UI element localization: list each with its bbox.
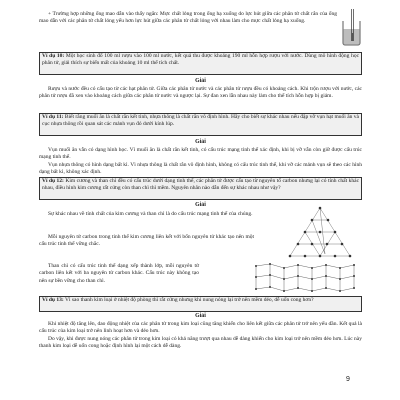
example-13-label: Ví dụ 13: (42, 297, 64, 303)
example-11-question: Biết rằng muối ăn là chất rắn kết tinh, nhựa thông là chất rắn vô định hình. Hãy cho biết sự khác nhau nếu đập vỡ vụn hạt muối ăn và cục nhựa thông rồi quan sát các mảnh vụn đó dưới kính lúp. (42, 114, 359, 128)
example-13-box (39, 296, 362, 312)
example-11-answer (39, 147, 362, 176)
example-11-box (39, 113, 362, 136)
example-11-label: Ví dụ 11: (42, 114, 64, 120)
example-12-answer-text-2: Mỗi nguyên tử carbon trong tinh thể kim cương liên kết với bốn nguyên tử khác tạo nên một cấu trúc tinh thể vững chắc. (39, 234, 254, 248)
example-10-answer (39, 86, 362, 101)
example-12-box (39, 177, 362, 200)
graphite-lattice-figure (250, 262, 358, 294)
example-12-question: Kim cương và than chì đều có cấu trúc dưới dạng tinh thể, các phân tử được cấu tạo từ nguyên tố carbon nhưng lại có tính chất khác nhau, điều hình kim cương rất cứng còn than chì thì mềm. Nguyên nhân nào dẫn đến sự khác nhau như vậy? (42, 178, 360, 192)
example-11-answer-title: Giải (195, 139, 206, 145)
example-12-answer-text-1: Sự khác nhau về tính chất của kim cương và than chì là do cấu trúc mạng tinh thể của chúng. (48, 211, 253, 217)
example-12-answer-1 (39, 211, 254, 218)
intro-paragraph (39, 11, 337, 26)
example-12-label: Ví dụ 12: (42, 178, 64, 184)
intro-text: + Trường hợp những ống mao dẫn vào thấy ngắn: Mực chất lỏng trong ống hạ xuống do lực hút giữa các phân tử chất rắn của ống mao dẫn với các phân tử chất lỏng yếu hơn lực hút giữa các phân tử chất lỏng với nhau làm cho mực chất lỏng hạ xuống. (39, 11, 337, 25)
example-12-answer-3 (39, 263, 199, 285)
example-10-answer-title: Giải (195, 78, 206, 84)
capillary-tube-figure (339, 7, 364, 47)
example-10-label: Ví dụ 10: (42, 53, 65, 59)
example-13-question: Vì sao thanh kim loại ở nhiệt độ phòng thì rắt cứng nhưng khi nung nóng lại trở nên mềm dẻo, dễ uốn cong hơn? (64, 297, 314, 303)
example-12-answer-text-3: Than chì có cấu trúc tinh thể dạng xếp thành lớp, mỗi nguyên tử carbon liên kết với ba nguyên tử carbon khác. Cấu trúc này không tạo nên sự bền vững cho than chì. (39, 263, 199, 284)
example-10-answer-text: Rượu và nước đều có cấu tạo từ các hạt phân tử. Giữa các phân tử nước và các phân tử rượu đều có khoảng cách. Khi trộn rượu với nước, các phân tử rượu đã xen vào khoảng cách giữa các phân tử nước và ngược lại. Sự đan xen lẫn nhau này làm cho thể tích hỗn hợp bị giảm. (39, 86, 362, 100)
example-13-answer-text-1: Khi nhiệt độ tăng lên, dao động nhiệt của các phân tử trong kim loại cũng tăng khiến cho liên kết giữa các phân tử trở nên yếu dần. Kết quả là cấu trúc của kim loại trở nên linh hoạt hơn và dẻo hơn. (39, 321, 362, 335)
example-13-answer-title: Giải (195, 313, 206, 319)
page-number: 9 (346, 376, 350, 383)
example-12-answer-title: Giải (195, 202, 206, 208)
example-10-question: Một học sinh đổ 100 ml rượu vào 100 ml nước, kết quả thu được khoảng 190 ml hỗn hợp rượu với nước. Dùng mô hình động học phân tử, giải thích sự biến mất của khoảng 10 ml thể tích chất. (42, 53, 360, 67)
example-10-box (39, 52, 362, 75)
example-12-answer-2 (39, 234, 254, 249)
example-11-answer-text-2: Vụn nhựa thông có hình dạng bất kì. Vì nhựa thông là chất rắn vô định hình, không có cấu trúc tinh thể, khi vỡ các mảnh vụn sẽ theo các hình dạng bất kì, không xác định. (39, 161, 362, 175)
example-13-answer-text-2: Do vậy, khi được nung nóng các phân tử trong kim loại có khả năng trượt qua nhau dễ dàng khiến cho kim loại trở nên mềm dẻo hơn. Lúc này thanh kim loại dễ uốn cong hoặc định hình lại một cách dễ dàng. (39, 335, 362, 349)
diamond-lattice-figure (280, 204, 360, 260)
example-11-answer-text-1: Vụn muối ăn vẫn có dạng hình học. Vì muối ăn là chất rắn kết tinh, có cấu trúc mạng tinh thể xác định, khi bị vỡ vẫn còn giữ được cấu trúc mạng tinh thể. (39, 147, 362, 161)
example-13-answer (39, 321, 362, 350)
